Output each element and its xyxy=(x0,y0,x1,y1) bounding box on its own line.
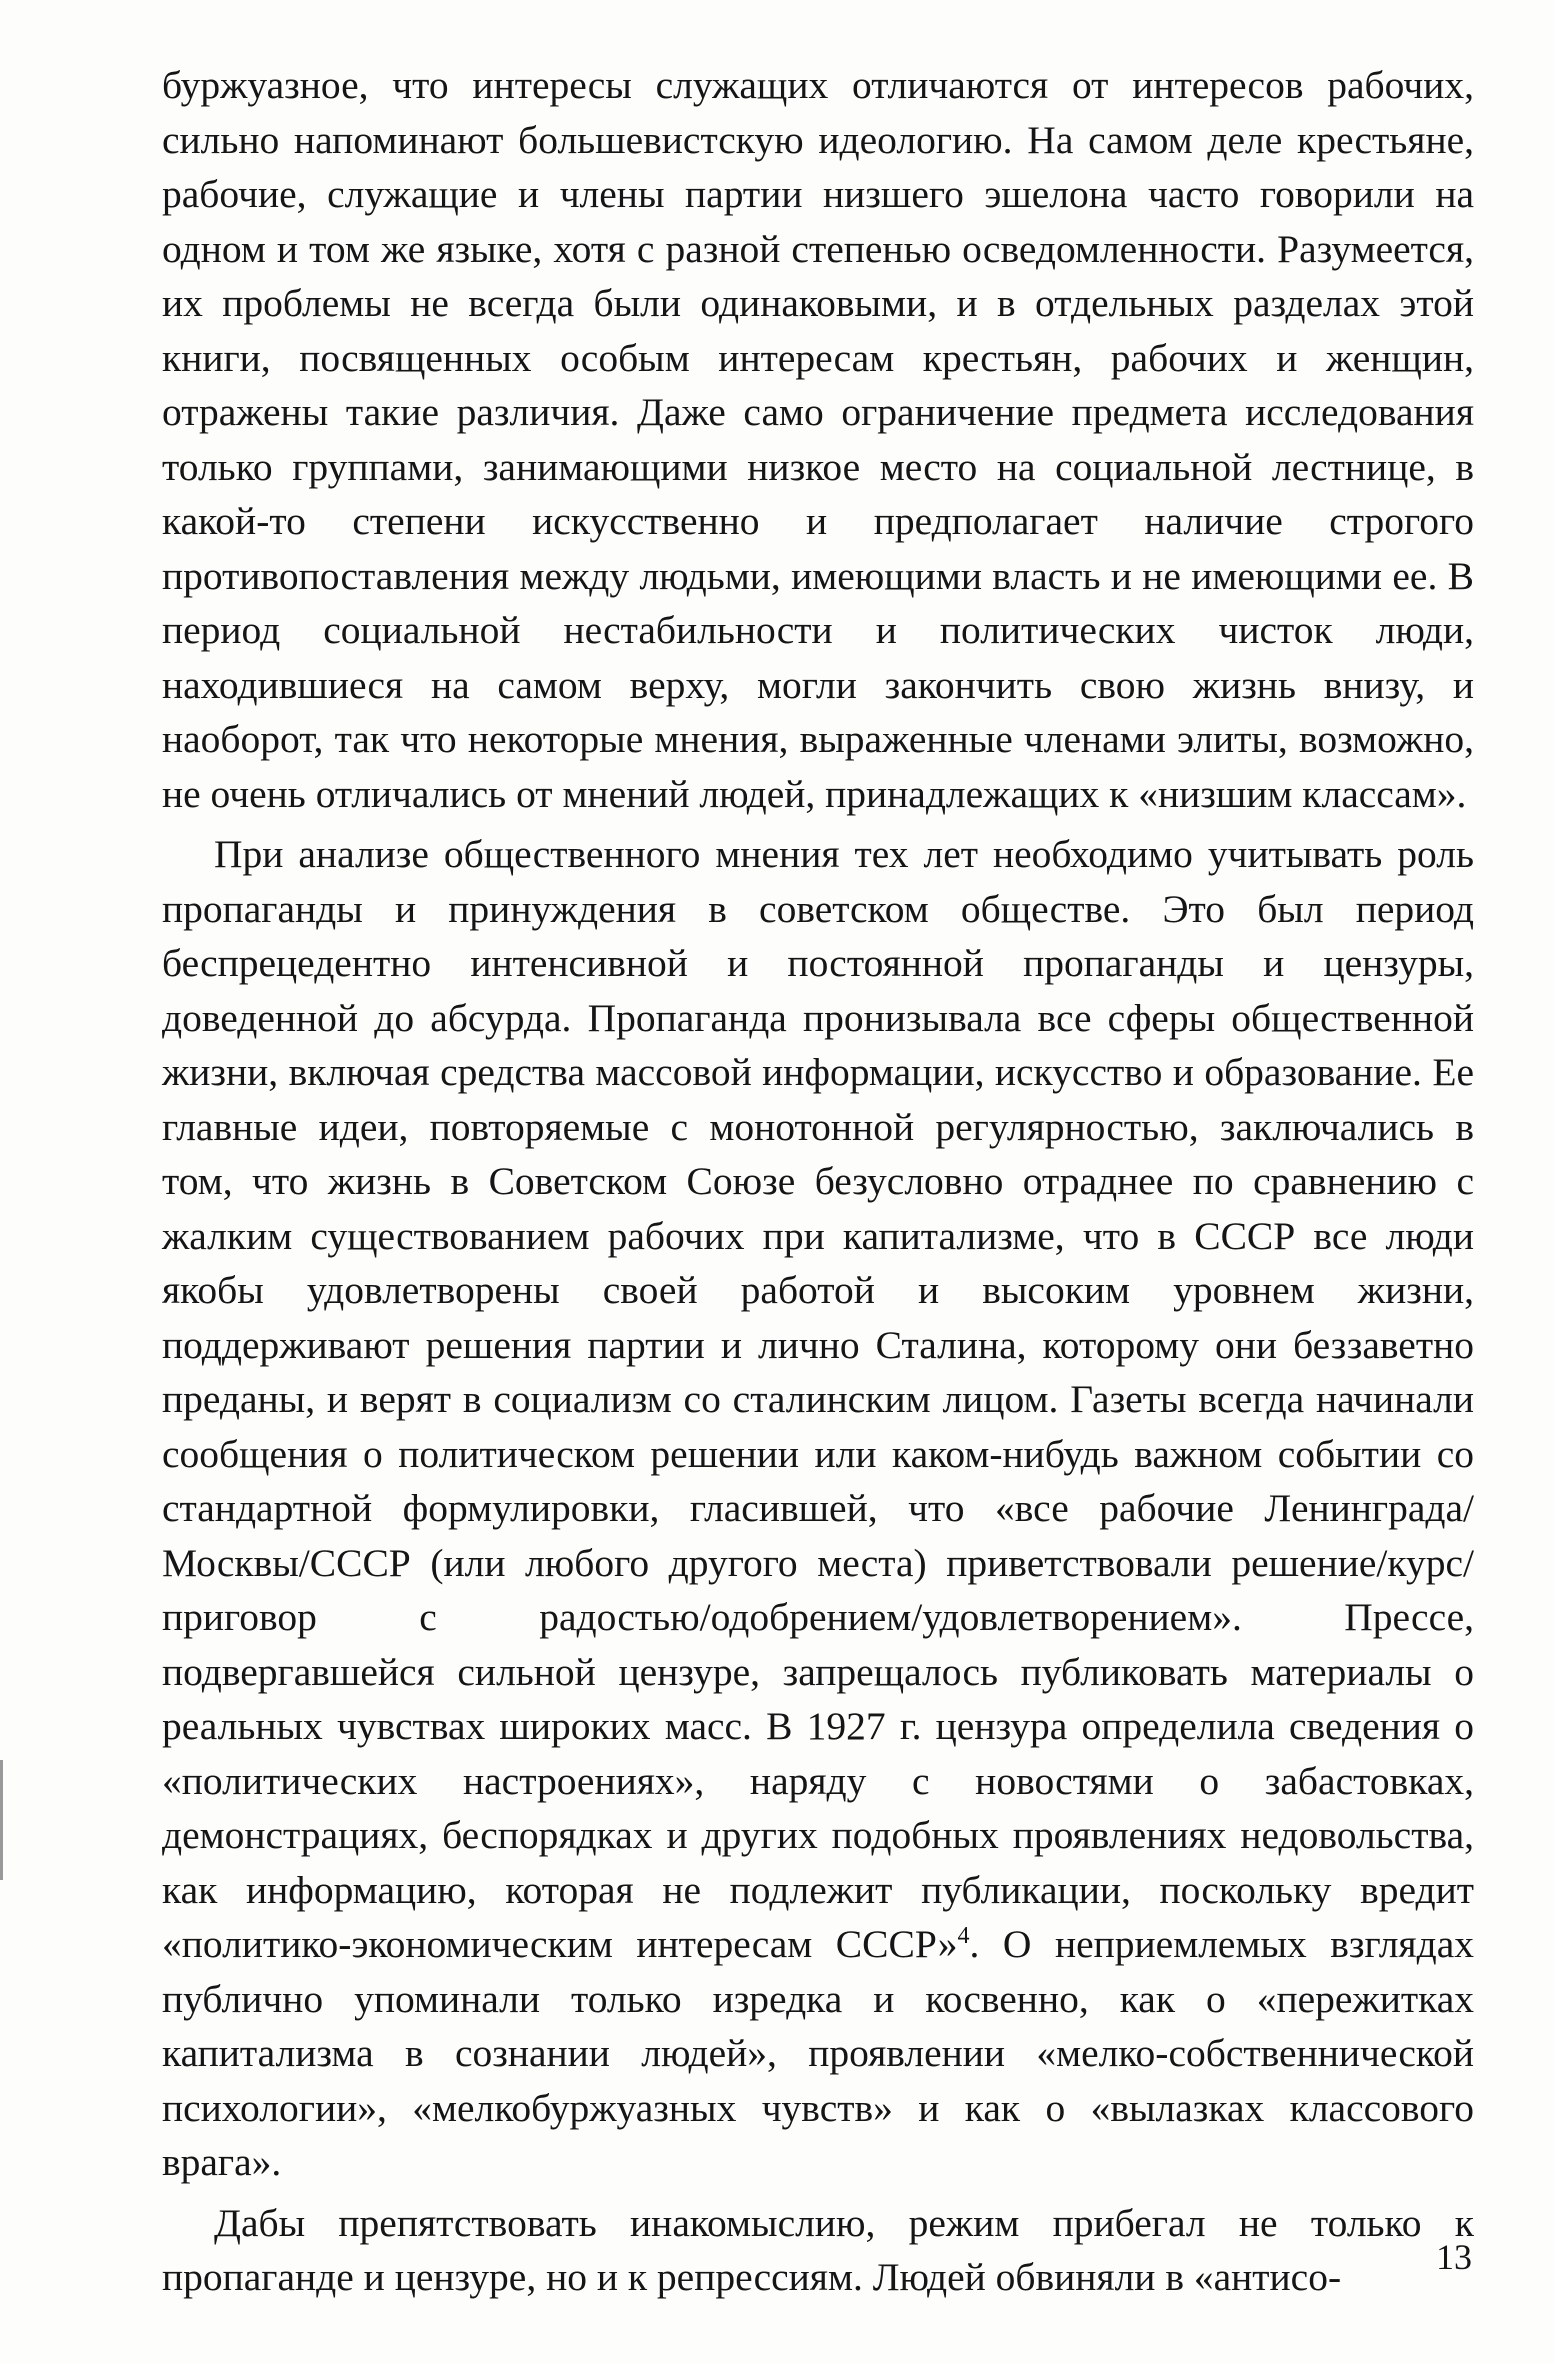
footnote-reference[interactable]: 4 xyxy=(957,1922,970,1949)
page-number: 13 xyxy=(1436,2237,1472,2277)
scan-edge-mark xyxy=(0,1760,3,1880)
paragraph-2-tail: . О неприемлемых взглядах публично упоминали только изредка и косвенно, как о «пережитках капитализма в сознании людей», проявлении «мелко-собственнической психологии», «мелкобуржуазных чувств» и как о «вылазках классового врага». xyxy=(162,1922,1474,2184)
paragraph-1: буржуазное, что интересы служащих отличаются от интересов рабочих, сильно напоминают большевистскую идеологию. На самом деле крестьяне, рабочие, служащие и члены партии низшего эшелона часто говорили на одном и том же языке, хотя с разной степенью осведомленности. Разумеется, их проблемы не всегда были одинаковыми, и в отдельных разделах этой книги, посвященных особым интересам крестьян, рабочих и женщин, отражены такие различия. Даже само ограничение предмета исследования только группами, занимающими низкое место на социальной лестнице, в какой-то степени искусственно и предполагает наличие строгого противопоставления между людьми, имеющими власть и не имеющими ее. В период социальной нестабильности и политических чисток люди, находившиеся на самом верху, могли закончить свою жизнь внизу, и наоборот, так что некоторые мнения, выраженные членами элиты, возможно, не очень отличались от мнений людей, принадлежащих к «низшим классам». xyxy=(162,63,1474,816)
paragraph-2 xyxy=(162,827,1474,2190)
paragraph-2-text: При анализе общественного мнения тех лет необходимо учитывать роль пропаганды и принуждения в советском обществе. Это был период беспрецедентно интенсивной и постоянной пропаганды и цензуры, доведенной до абсурда. Пропаганда пронизывала все сферы общественной жизни, включая средства массовой информации, искусство и образование. Ее главные идеи, повторяемые с монотонной регулярностью, заключались в том, что жизнь в Советском Союзе безусловно отраднее по сравнению с жалким существованием рабочих при капитализме, что в СССР все люди якобы удовлетворены своей работой и высоким уровнем жизни, поддерживают решения партии и лично Сталина, которому они беззаветно преданы, и верят в социализм со сталинским лицом. Газеты всегда начинали сообщения о политическом решении или каком-нибудь важном событии со стандартной формулировки, гласившей, что «все рабочие Ленинграда/Москвы/СССР (или любого другого места) приветствовали решение/курс/приговор с радостью/одобрением/удовлетворением». Прессе, подвергавшейся сильной цензуре, запрещалось публиковать материалы о реальных чувствах широких масс. В 1927 г. цензура определила сведения о «политических настроениях», наряду с новостями о забастовках, демонстрациях, беспорядках и других подобных проявлениях недовольства, как информацию, которая не подлежит публикации, поскольку вредит «политико-экономическим интересам СССР» xyxy=(162,832,1474,1966)
body-text xyxy=(162,58,1474,2311)
paragraph-3: Дабы препятствовать инакомыслию, режим прибегал не только к пропаганде и цензуре, но и к репрессиям. Людей обвиняли в «антисо- xyxy=(162,2200,1474,2299)
